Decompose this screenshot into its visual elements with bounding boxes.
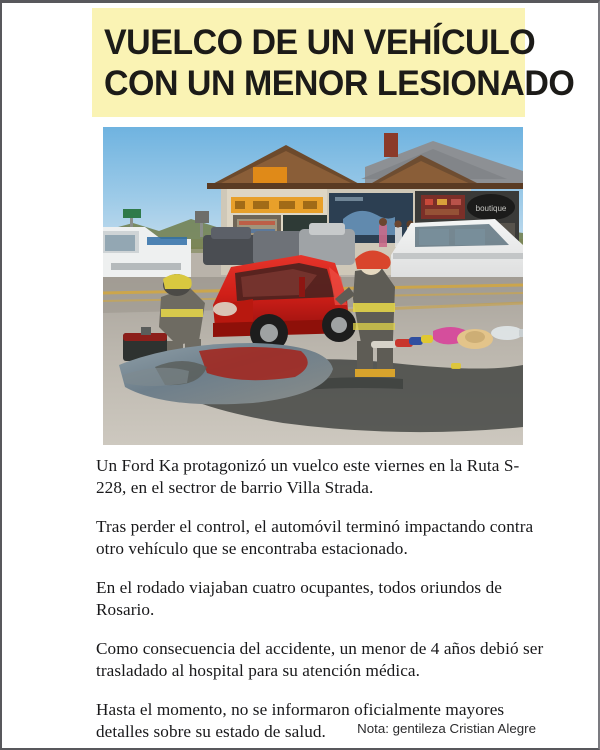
- accident-photo: [103, 127, 523, 445]
- article-paragraph-2: Tras perder el control, el automóvil terminó impactando contra otro vehículo que se encontraba estacionado.: [96, 517, 534, 558]
- article-paragraph-4: Como consecuencia del accidente, un menor de 4 años debió ser trasladado al hospital para su atención médica.: [96, 639, 544, 680]
- accident-photo-illustration: [103, 127, 523, 445]
- svg-text:boutique: boutique: [475, 204, 507, 213]
- article-body: [96, 455, 546, 742]
- headline-banner: [92, 8, 575, 117]
- article-paragraph-1: Un Ford Ka protagonizó un vuelco este viernes en la Ruta S-228, en el sectror de barrio Villa Strada.: [96, 456, 520, 497]
- article-paragraph-3: En el rodado viajaban cuatro ocupantes, todos oriundos de Rosario.: [96, 578, 502, 619]
- headline-line-2: CON UN MENOR LESIONADO: [104, 64, 575, 103]
- headline-line-1: VUELCO DE UN VEHÍCULO: [104, 23, 536, 62]
- article-paragraph-5: Hasta el momento, no se informaron oficialmente mayores detalles sobre su estado de salud.: [96, 700, 505, 741]
- photo-credit: Nota: gentileza Cristian Alegre: [357, 721, 536, 736]
